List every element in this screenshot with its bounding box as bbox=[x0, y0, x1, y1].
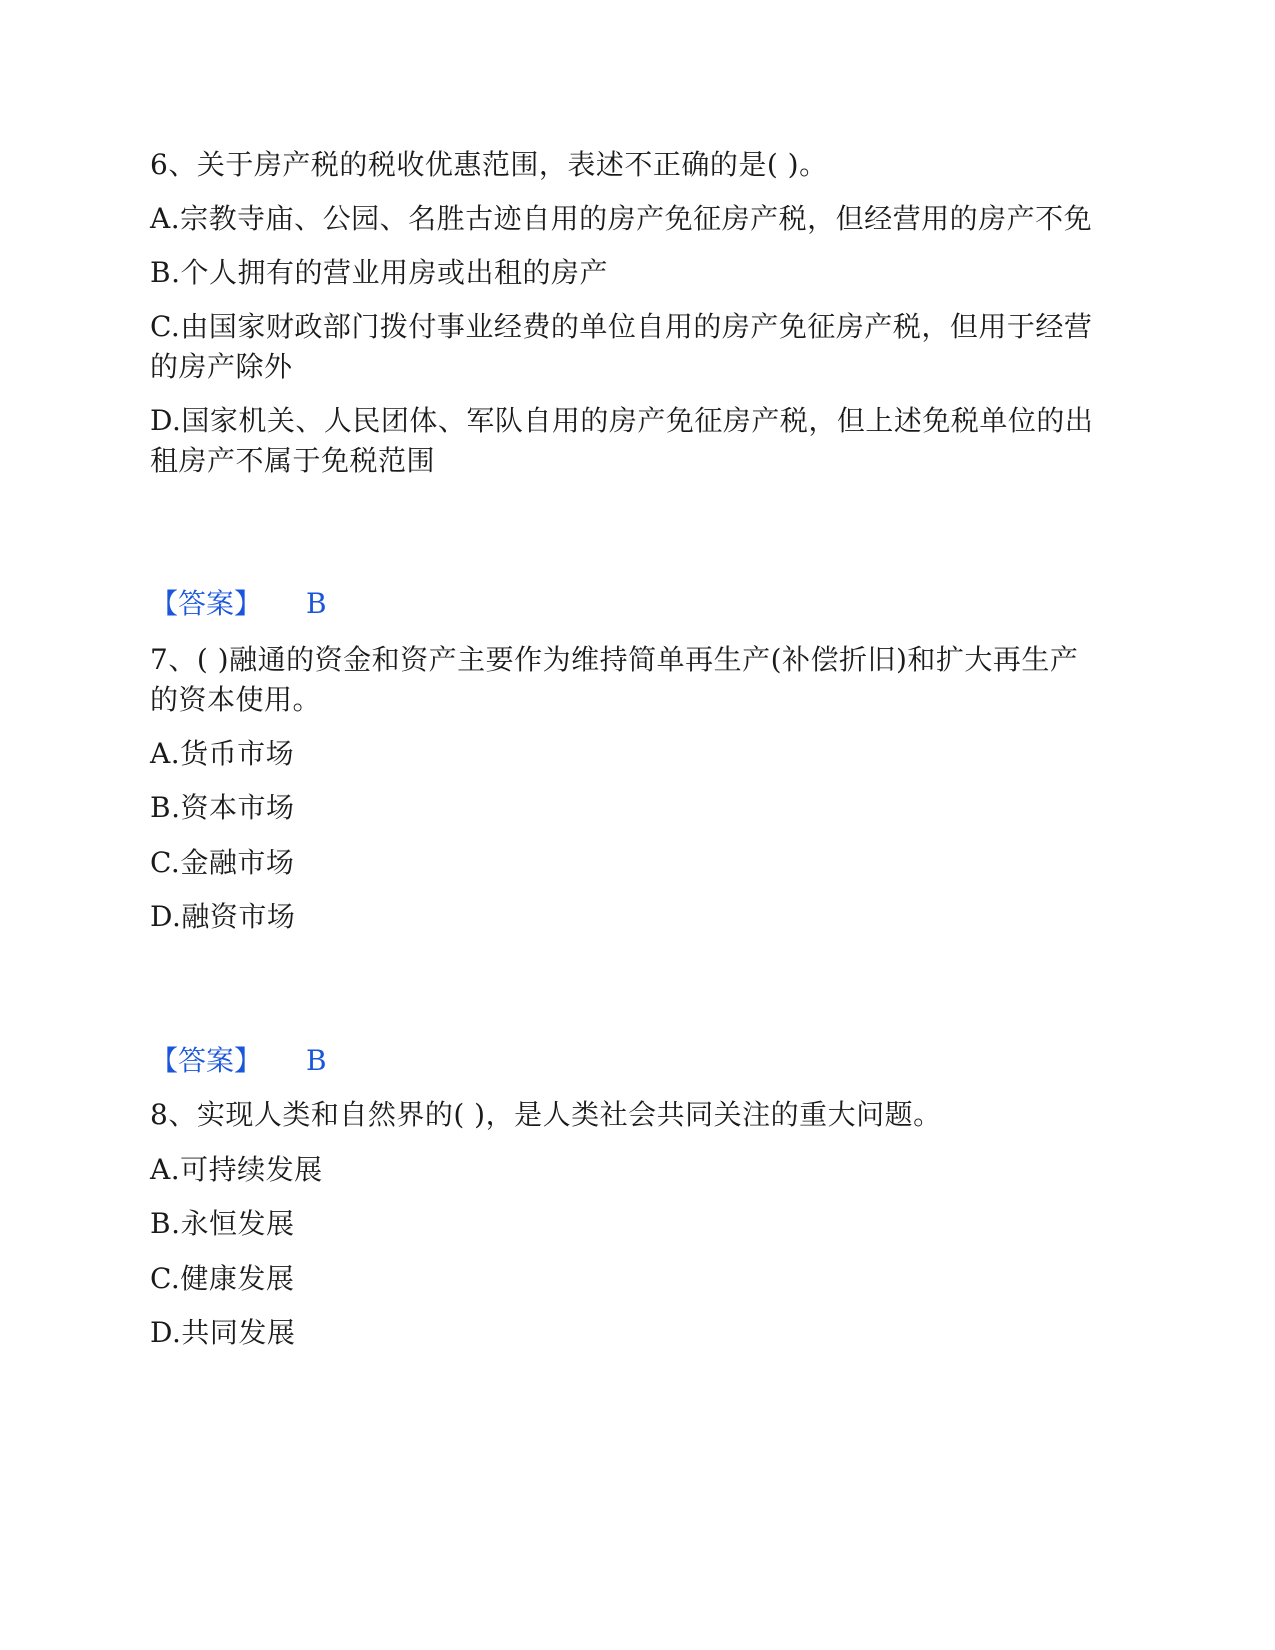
question-6-option-d-line1: D.国家机关、人民团体、军队自用的房产免征房产税，但上述免税单位的出 bbox=[150, 404, 1094, 437]
question-8-option-a: A.可持续发展 bbox=[150, 1153, 323, 1186]
question-7-text-line2: 的资本使用。 bbox=[150, 683, 322, 716]
question-7-option-a: A.货币市场 bbox=[150, 737, 295, 770]
answer-label: 【答案】 bbox=[150, 587, 263, 620]
question-7-text-line1: 7、( )融通的资金和资产主要作为维持简单再生产(补偿折旧)和扩大再生产 bbox=[150, 643, 1079, 676]
question-8-option-d: D.共同发展 bbox=[150, 1316, 296, 1349]
question-7-option-b: B.资本市场 bbox=[150, 791, 295, 824]
answer-value: B bbox=[306, 587, 327, 620]
question-8-option-c: C.健康发展 bbox=[150, 1262, 295, 1295]
question-8-option-b: B.永恒发展 bbox=[150, 1207, 295, 1240]
question-6-option-a: A.宗教寺庙、公园、名胜古迹自用的房产免征房产税，但经营用的房产不免 bbox=[150, 202, 1093, 235]
question-7-option-d: D.融资市场 bbox=[150, 900, 296, 933]
answer-label: 【答案】 bbox=[150, 1044, 263, 1077]
answer-value: B bbox=[306, 1044, 327, 1077]
question-7-answer bbox=[150, 1041, 327, 1081]
question-6-option-c-line2: 的房产除外 bbox=[150, 350, 293, 383]
question-6-option-d-line2: 租房产不属于免税范围 bbox=[150, 444, 436, 477]
question-6-answer bbox=[150, 584, 327, 624]
question-6-option-c-line1: C.由国家财政部门拨付事业经费的单位自用的房产免征房产税，但用于经营 bbox=[150, 310, 1093, 343]
question-7-option-c: C.金融市场 bbox=[150, 846, 295, 879]
question-6-option-b: B.个人拥有的营业用房或出租的房产 bbox=[150, 256, 608, 289]
question-6-text: 6、关于房产税的税收优惠范围，表述不正确的是( )。 bbox=[150, 148, 828, 181]
question-8-text: 8、实现人类和自然界的( )，是人类社会共同关注的重大问题。 bbox=[150, 1098, 942, 1131]
